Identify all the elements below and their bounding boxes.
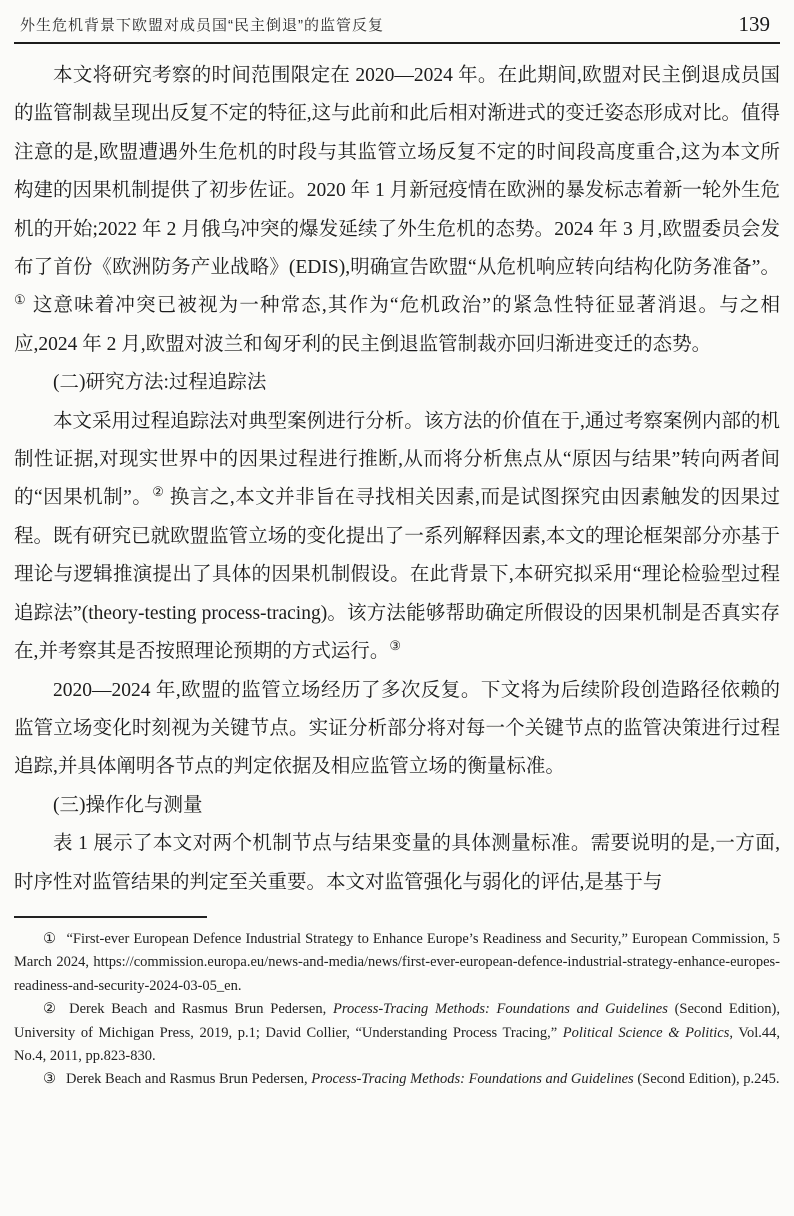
footnote-1 <box>14 928 780 998</box>
footnote-3 <box>14 1068 780 1091</box>
section-heading-methods: (二)研究方法:过程追踪法 <box>53 372 267 394</box>
paragraph-scope <box>14 57 780 364</box>
footnote-marker-2: ② <box>152 484 165 500</box>
footnote-marker-3: ③ <box>389 638 402 654</box>
footnote-2-marker: ② <box>43 1001 60 1018</box>
running-title: 外生危机背景下欧盟对成员国“民主倒退”的监管反复 <box>20 17 384 34</box>
footnote-3-book-title: Process-Tracing Methods: Foundations and Guidelines <box>311 1071 634 1088</box>
footnote-marker-1: ① <box>14 292 27 308</box>
paragraph-key-nodes: 2020—2024 年,欧盟的监管立场经历了多次反复。下文将为后续阶段创造路径依赖的监管立场变化时刻视为关键节点。实证分析部分将对每一个关键节点的监管决策进行过程追踪,并具体阐明各节点的判定依据及相应监管立场的衡量标准。 <box>14 679 780 778</box>
paragraph-measurement: 表 1 展示了本文对两个机制节点与结果变量的具体测量标准。需要说明的是,一方面,时序性对监管结果的判定至关重要。本文对监管强化与弱化的评估,是基于与 <box>14 833 780 893</box>
footnote-3-text: (Second Edition), p.245. <box>633 1071 780 1088</box>
paragraph-text: 换言之,本文并非旨在寻找相关因素,而是试图探究由因素触发的因果过程。既有研究已就欧盟监管立场的变化提出了一系列解释因素,本文的理论框架部分亦基于理论与逻辑推演提出了具体的因果机制假设。在此背景下,本研究拟采用“理论检验型过程追踪法”(theory-testing process-tracing)。该方法能够帮助确定所假设的因果机制是否真实存在,并考察其是否按照理论预期的方式运行。 <box>14 487 780 663</box>
footnotes <box>14 928 780 1092</box>
footnote-separator <box>14 916 207 918</box>
footnote-2 <box>14 998 780 1068</box>
article-body <box>14 57 780 902</box>
paragraph-text: 这意味着冲突已被视为一种常态,其作为“危机政治”的紧急性特征显著消退。与之相应,2024 年 2 月,欧盟对波兰和匈牙利的民主倒退监管制裁亦回归渐进变迁的态势。 <box>14 295 781 355</box>
footnote-3-marker: ③ <box>43 1071 56 1088</box>
footnote-2-text: (Second Edition), University of Michigan Press, 2019, p.1; David Collier, “Understanding Process Tracing,” <box>14 1001 780 1041</box>
section-heading-measurement: (三)操作化与测量 <box>53 794 203 816</box>
paragraph-text: 本文将研究考察的时间范围限定在 2020—2024 年。在此期间,欧盟对民主倒退成员国的监管制裁呈现出反复不定的特征,这与此前和此后相对渐进式的变迁姿态形成对比。值得注意的是,欧盟遭遇外生危机的时段与其监管立场反复不定的时间段高度重合,这为本文所构建的因果机制提供了初步佐证。2020 年 1 月新冠疫情在欧洲的暴发标志着新一轮外生危机的开始;2022 年 2 月俄乌冲突的爆发延续了外生危机的态势。2024 年 3 月,欧盟委员会发布了首份《欧洲防务产业战略》(EDIS),明确宣告欧盟“从危机响应转向结构化防务准备”。 <box>14 65 780 279</box>
footnote-2-journal-title: Political Science & Politics <box>562 1024 730 1041</box>
footnote-2-text: , Vol.44, No.4, 2011, pp.823-830. <box>14 1024 780 1064</box>
footnote-2-text: Derek Beach and Rasmus Brun Pedersen, <box>69 1001 333 1018</box>
footnote-2-book-title: Process-Tracing Methods: Foundations and Guidelines <box>332 1001 668 1018</box>
footnote-3-text: Derek Beach and Rasmus Brun Pedersen, <box>66 1071 312 1088</box>
paragraph-text: 本文采用过程追踪法对典型案例进行分析。该方法的价值在于,通过考察案例内部的机制性证据,对现实世界中的因果过程进行推断,从而将分析焦点从“原因与结果”转向两者间的“因果机制”。 <box>14 410 780 509</box>
page-number: 139 <box>738 12 770 36</box>
running-header <box>14 6 780 42</box>
footnote-1-text: “First-ever European Defence Industrial Strategy to Enhance Europe’s Readiness and Security,” European Commission, 5 March 2024, https://commission.europa.eu/news-and-media/news/first-ever-european-defence-industrial-strategy-enhance-europes-readiness-and-security-2024-03-05_en. <box>14 930 781 994</box>
paragraph-process-tracing <box>14 403 780 672</box>
header-rule <box>14 42 780 44</box>
footnote-1-marker: ① <box>43 930 57 947</box>
